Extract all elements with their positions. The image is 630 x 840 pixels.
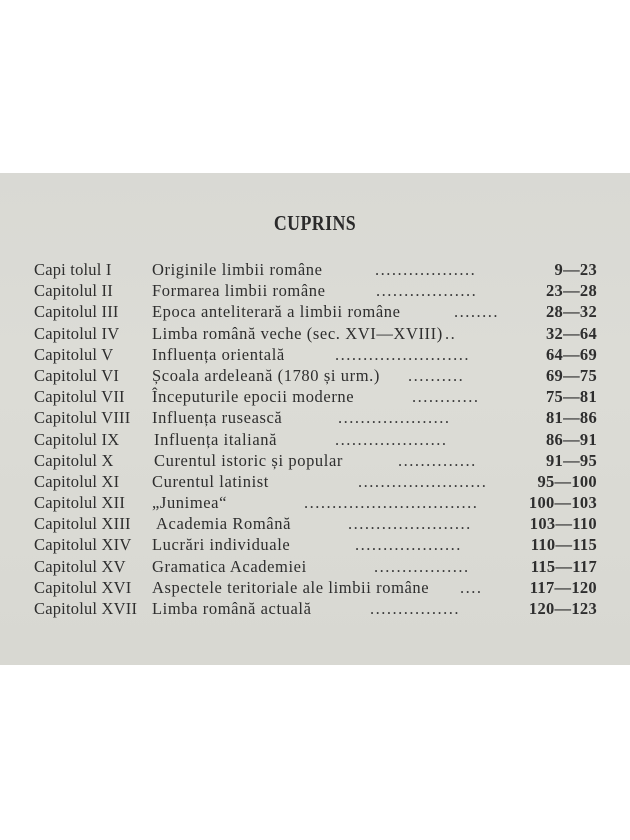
chapter-label: Capi tolul I [34, 260, 112, 279]
dot-leader: ...................... [348, 514, 472, 534]
chapter-title: Curentul latinist [152, 471, 269, 491]
dot-leader: .......... [408, 365, 465, 385]
chapter-title: Gramatica Academiei [152, 556, 307, 576]
chapter-label: Capitolul XI [34, 471, 120, 491]
page-range: 23—28 [546, 281, 597, 301]
chapter-title: Începuturile epocii moderne [152, 387, 355, 407]
book-page [0, 173, 630, 665]
dot-leader: ................ [370, 599, 460, 618]
chapter-label: Capitolul IX [34, 429, 120, 449]
dot-leader: ............................... [304, 493, 479, 513]
toc-entry [30, 491, 605, 512]
dot-leader: .... [460, 577, 483, 597]
chapter-label: Capitolul V [34, 344, 114, 364]
page-range: 86—91 [546, 429, 597, 449]
dot-leader: .................. [375, 260, 477, 279]
chapter-title: Originile limbii române [152, 260, 323, 279]
chapter-label: Capitolul III [34, 302, 119, 322]
page-title: CUPRINS [273, 211, 357, 235]
toc-entry [30, 555, 605, 576]
chapter-label: Capitolul XII [34, 493, 126, 513]
chapter-title: Școala ardeleană (1780 și urm.) [152, 365, 380, 385]
chapter-title: Epoca anteliterară a limbii române [152, 302, 401, 322]
chapter-title: Aspectele teritoriale ale limbii române [152, 577, 430, 597]
toc-entry [30, 364, 605, 385]
page-range: 69—75 [546, 365, 597, 385]
dot-leader: ............ [412, 387, 480, 407]
page-range: 75—81 [546, 387, 597, 407]
page-range: 115—117 [530, 556, 597, 576]
toc-entry [30, 322, 605, 343]
chapter-label: Capitolul XVII [34, 599, 138, 618]
chapter-title: Influența orientală [152, 344, 285, 364]
dot-leader: ........ [454, 302, 499, 322]
toc-entry [30, 258, 605, 279]
toc-entry [30, 279, 605, 300]
page-range: 91—95 [546, 450, 597, 470]
chapter-label: Capitolul XIII [34, 514, 131, 534]
chapter-label: Capitolul II [34, 281, 113, 301]
page-range: 81—86 [546, 408, 597, 428]
toc-entry [30, 576, 605, 597]
page-range: 110—115 [530, 535, 597, 555]
chapter-title: Influența italiană [154, 429, 278, 449]
page-range: 117—120 [529, 577, 597, 597]
toc-entry [30, 300, 605, 321]
chapter-label: Capitolul XVI [34, 577, 132, 597]
toc-entry [30, 343, 605, 364]
chapter-label: Capitolul VII [34, 387, 125, 407]
dot-leader: .................. [376, 281, 478, 301]
chapter-label: Capitolul XIV [34, 535, 132, 555]
chapter-label: Capitolul XV [34, 556, 126, 576]
chapter-title: Limba română actuală [152, 599, 312, 618]
toc-entry [30, 533, 605, 554]
toc-entry [30, 428, 605, 449]
chapter-label: Capitolul VIII [34, 408, 131, 428]
dot-leader: .................... [338, 408, 451, 428]
dot-leader: ................. [374, 556, 470, 576]
page-range: 32—64 [546, 323, 597, 343]
toc-entry [30, 512, 605, 533]
dot-leader: ................... [355, 535, 462, 555]
table-of-contents [30, 258, 605, 618]
page-range: 64—69 [546, 344, 597, 364]
toc-entry [30, 449, 605, 470]
dot-leader: .................... [335, 429, 448, 449]
toc-entry [30, 406, 605, 427]
chapter-label: Capitolul VI [34, 365, 120, 385]
dot-leader: .. [445, 323, 457, 343]
chapter-title: Limba română veche (sec. XVI—XVIII) [152, 323, 443, 343]
page-range: 9—23 [554, 260, 597, 279]
chapter-title: Formarea limbii române [152, 281, 326, 301]
dot-leader: ....................... [358, 471, 488, 491]
chapter-title: Influența rusească [152, 408, 283, 428]
page-range: 28—32 [546, 302, 597, 322]
toc-entry [30, 470, 605, 491]
chapter-title: „Junimea“ [152, 493, 228, 513]
dot-leader: .............. [398, 450, 477, 470]
chapter-label: Capitolul IV [34, 323, 120, 343]
page-range: 103—110 [529, 514, 597, 534]
page-range: 100—103 [528, 493, 597, 513]
chapter-title: Curentul istoric și popular [154, 450, 343, 470]
toc-entry [30, 385, 605, 406]
dot-leader: ........................ [335, 344, 470, 364]
chapter-title: Lucrări individuale [152, 535, 291, 555]
page-range: 120—123 [528, 599, 597, 618]
chapter-title: Academia Română [156, 514, 291, 534]
page-range: 95—100 [537, 471, 597, 491]
toc-entry [30, 597, 605, 618]
chapter-label: Capitolul X [34, 450, 114, 470]
